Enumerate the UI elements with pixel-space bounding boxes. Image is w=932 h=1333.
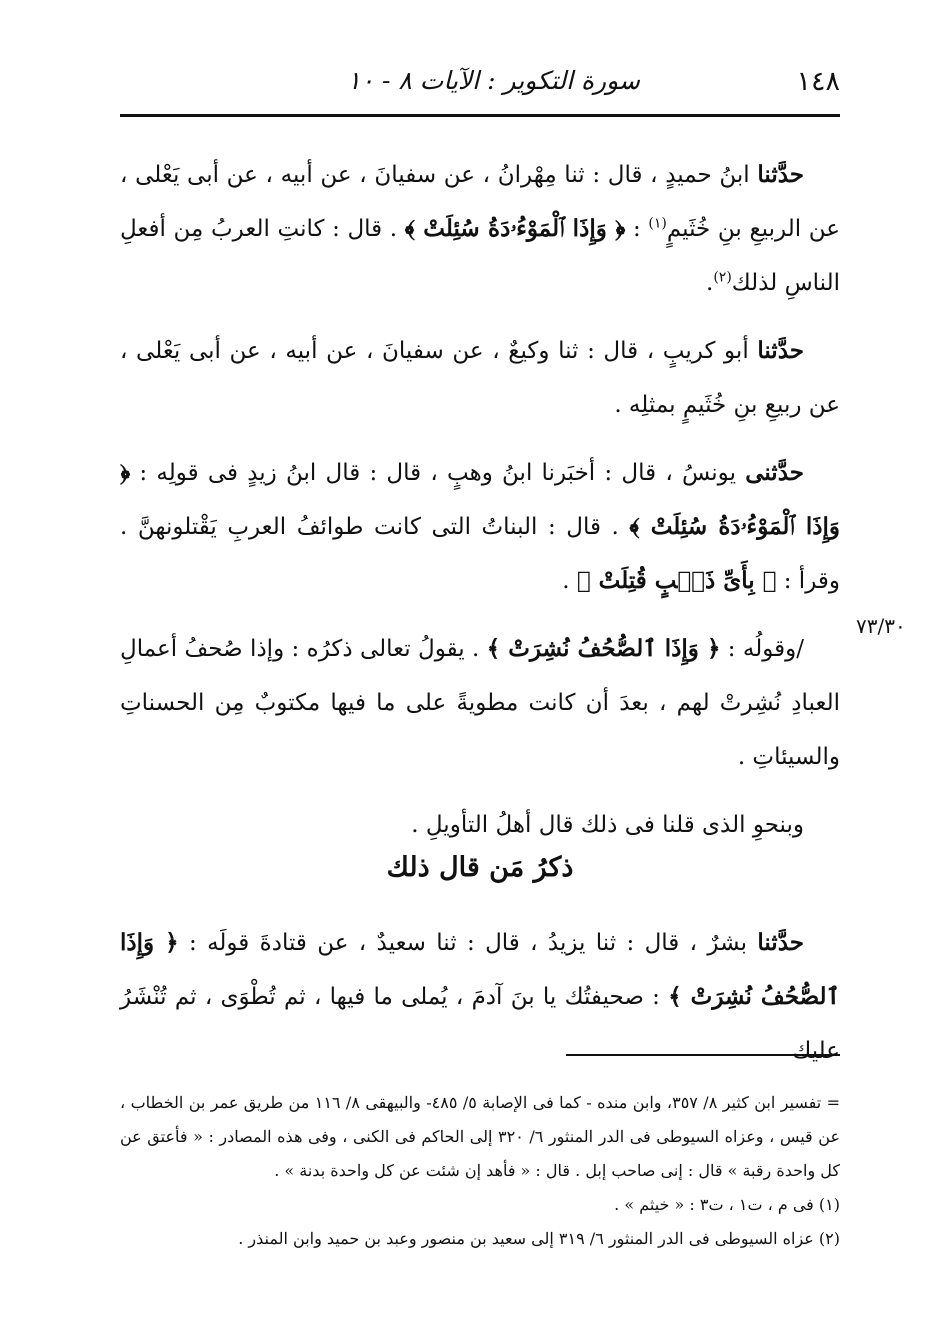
paragraph-5 bbox=[120, 798, 840, 852]
main-text bbox=[120, 148, 840, 852]
page-number: ١٤٨ bbox=[796, 66, 840, 97]
margin-volume-page-ref: ٧٣/٣٠ bbox=[856, 614, 906, 638]
footnote-marker-1: (١) bbox=[648, 215, 667, 232]
paragraph-text: : bbox=[632, 216, 641, 242]
footnote-rule bbox=[566, 1054, 840, 1056]
isnad-lead: حدَّثنا bbox=[757, 337, 804, 364]
quran-verse: ﴿ بِأَىِّ ذَنۢبٍ قُتِلَتْ ﴾ bbox=[576, 567, 777, 594]
paragraph-text: . قال : البناتُ التى كانت طوائفُ العربِ يَقْتلونهنَّ . وقرأ : bbox=[120, 514, 840, 594]
paragraph-text: أبو كريبٍ ، قال : ثنا وكيعٌ ، عن سفيانَ ، عن أبيه ، عن أبى يَعْلى ، عن ربيعِ بنِ خُثَيمٍ بمثلِه . bbox=[120, 338, 840, 418]
running-header bbox=[120, 60, 840, 108]
paragraph-text: . قال : كانتِ العربُ مِن أفعلِ الناسِ لذلك bbox=[120, 216, 840, 296]
paragraph-3 bbox=[120, 446, 840, 608]
paragraph-text: . bbox=[562, 568, 570, 594]
header-rule bbox=[120, 114, 840, 117]
footnote-1: (١) فى م ، ت١ ، ت٣ : « خيثم » . bbox=[614, 1195, 840, 1214]
footnotes bbox=[120, 1086, 840, 1256]
paragraph-text: . يقولُ تعالى ذكرُه : وإذا صُحفُ أعمالِ العبادِ نُشِرتْ لهم ، بعدَ أن كانت مطويةً على ما فيها مكتوبٌ مِن الحسناتِ والسيئاتِ . bbox=[120, 636, 840, 770]
running-title: سورة التكوير : الآيات ٨ - ١٠ bbox=[347, 66, 640, 95]
footnote-2: (٢) عزاه السيوطى فى الدر المنثور ٦/ ٣١٩ إلى سعيد بن منصور وعبد بن حميد وابن المنذر . bbox=[238, 1229, 840, 1248]
paragraph-text: . bbox=[706, 270, 714, 296]
quran-verse: ﴿ وَإِذَا ٱلْمَوْءُۥدَةُ سُئِلَتْ ﴾ bbox=[120, 459, 841, 540]
paragraph-text: بشرٌ ، قال : ثنا يزيدُ ، قال : ثنا سعيدٌ ، عن قتادةَ قولَه : bbox=[189, 930, 748, 956]
footnote-marker-2: (٢) bbox=[713, 269, 732, 286]
paragraph-2 bbox=[120, 324, 840, 432]
section-heading: ذكرُ مَن قال ذلك bbox=[386, 852, 574, 883]
paragraph-1 bbox=[120, 148, 840, 310]
paragraph-text: /وقولُه : bbox=[727, 636, 804, 662]
paragraph-text: وبنحوِ الذى قلنا فى ذلك قال أهلُ التأويلِ . bbox=[411, 812, 804, 838]
quran-verse: ﴿ وَإِذَا ٱلصُّحُفُ نُشِرَتْ ﴾ bbox=[486, 635, 721, 662]
isnad-lead: حدَّثنى bbox=[745, 459, 804, 486]
quran-verse: ﴿ وَإِذَا ٱلصُّحُفُ نُشِرَتْ ﴾ bbox=[120, 929, 841, 1010]
paragraph-text: : صحيفتُك يا بنَ آدمَ ، يُملى ما فيها ، ثم تُطْوَى ، ثم تُنْشَرُ عليك bbox=[120, 984, 840, 1064]
isnad-lead: حدَّثنا bbox=[757, 161, 805, 188]
paragraph-text: يونسُ ، قال : أخبَرنا ابنُ وهبٍ ، قال : قال ابنُ زيدٍ فى قولِه : bbox=[139, 460, 736, 486]
paragraph-text: ابنُ حميدٍ ، قال : ثنا مِهْرانُ ، عن سفيانَ ، عن أبيه ، عن أبى يَعْلى ، عن الربيعِ بنِ خُثَيمٍ bbox=[120, 162, 840, 242]
isnad-lead: حدَّثنا bbox=[757, 929, 804, 956]
footnote-continuation: = تفسير ابن كثير ٨/ ٣٥٧، وابن منده - كما فى الإصابة ٥/ ٤٨٥- والبيهقى ٨/ ١١٦ من طريق عمر بن الخطاب ، عن قيس ، وعزاه السيوطى فى الدر المنثور ٦/ ٣٢٠ إلى الحاكم فى الكنى ، وفى هذه المصادر : « فأعتق عن كل واحدة رقبة » قال : إنى صاحب إبل . قال : « فأهد إن شئت عن كل واحدة بدنة » . bbox=[120, 1093, 841, 1180]
quran-verse: ﴿ وَإِذَا ٱلْمَوْءُۥدَةُ سُئِلَتْ ﴾ bbox=[404, 215, 626, 242]
paragraph-4 bbox=[120, 622, 840, 784]
